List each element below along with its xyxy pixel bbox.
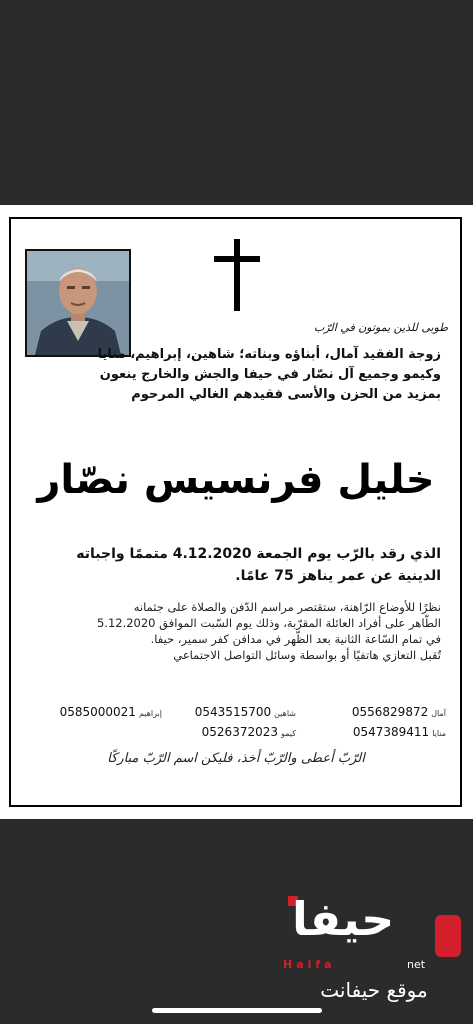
phone-entry — [353, 725, 446, 741]
deceased-name: خليل فرنسيس نصّار — [37, 457, 435, 503]
site-logo-latin: Haifa — [283, 958, 336, 971]
phone-number: 0547389411 — [352, 725, 430, 739]
phone-name: منايا — [432, 729, 446, 738]
phone-number: 0543515700 — [194, 705, 272, 719]
notice-line: نظرًا للأوضاع الرّاهنة، ستقتصر مراسم الدّفن والصلاة على جثمانه — [133, 600, 441, 614]
death-line: الذي رقد بالرّب يوم الجمعة 4.12.2020 متممًا واجباته — [76, 546, 441, 562]
phone-entry — [352, 705, 446, 721]
opening-verse: طوبى للذين يموتون في الرّب — [313, 321, 448, 334]
phone-name: كيمو — [281, 729, 296, 738]
logo-red-mark — [435, 915, 461, 957]
notice-line: تُقبل التعازي هاتفيًا أو بواسطة وسائل التواصل الاجتماعي — [173, 648, 441, 662]
condolence-phones — [11, 705, 460, 745]
home-indicator[interactable] — [152, 1008, 322, 1013]
deceased-photo — [25, 249, 131, 357]
notice-line: الطّاهر على أفراد العائلة المقرّبة، وذلك يوم السّبت الموافق 5.12.2020 — [96, 616, 441, 630]
family-line: وكيمو وجميع آل نصّار في حيفا والجش والخارج ينعون — [99, 367, 441, 382]
site-logo-net: net — [407, 958, 426, 971]
phone-number: 0556829872 — [351, 705, 429, 719]
cross-icon — [234, 239, 240, 311]
phone-entry — [60, 705, 162, 721]
phone-entry — [195, 705, 296, 721]
top-dark-area — [0, 0, 473, 205]
obituary-border — [9, 217, 462, 807]
death-details — [31, 543, 441, 587]
cross-icon-bar — [214, 256, 260, 262]
site-logo-subtitle: موقع حيفانت — [320, 978, 428, 1002]
closing-verse: الرّبّ أعطى والرّبّ أخذ، فليكن اسم الرّبّ مباركًا — [107, 751, 365, 766]
notice-line: في تمام السّاعة الثانية بعد الظّهر في مدافن كفر سمير، حيفا. — [150, 632, 441, 646]
site-logo-arabic[interactable]: حيفا — [292, 892, 395, 946]
family-line: بمزيد من الحزن والأسى فقيدهم الغالي المرحوم — [131, 387, 441, 402]
phone-name: آمال — [431, 709, 446, 718]
phone-number: 0585000021 — [59, 705, 136, 719]
phone-number: 0526372023 — [201, 725, 279, 739]
family-announcement — [31, 345, 441, 405]
death-line: الدينية عن عمر يناهز 75 عامًا. — [235, 568, 441, 584]
family-line: زوجة الفقيد آمال، أبناؤه وبناته؛ شاهين، إبراهيم، منايا — [97, 347, 441, 362]
phone-name: إبراهيم — [138, 709, 162, 718]
portrait-image — [27, 251, 129, 355]
obituary-card[interactable] — [0, 205, 473, 819]
funeral-notice — [31, 599, 441, 663]
phone-name: شاهين — [274, 709, 296, 718]
phone-entry — [202, 725, 296, 741]
